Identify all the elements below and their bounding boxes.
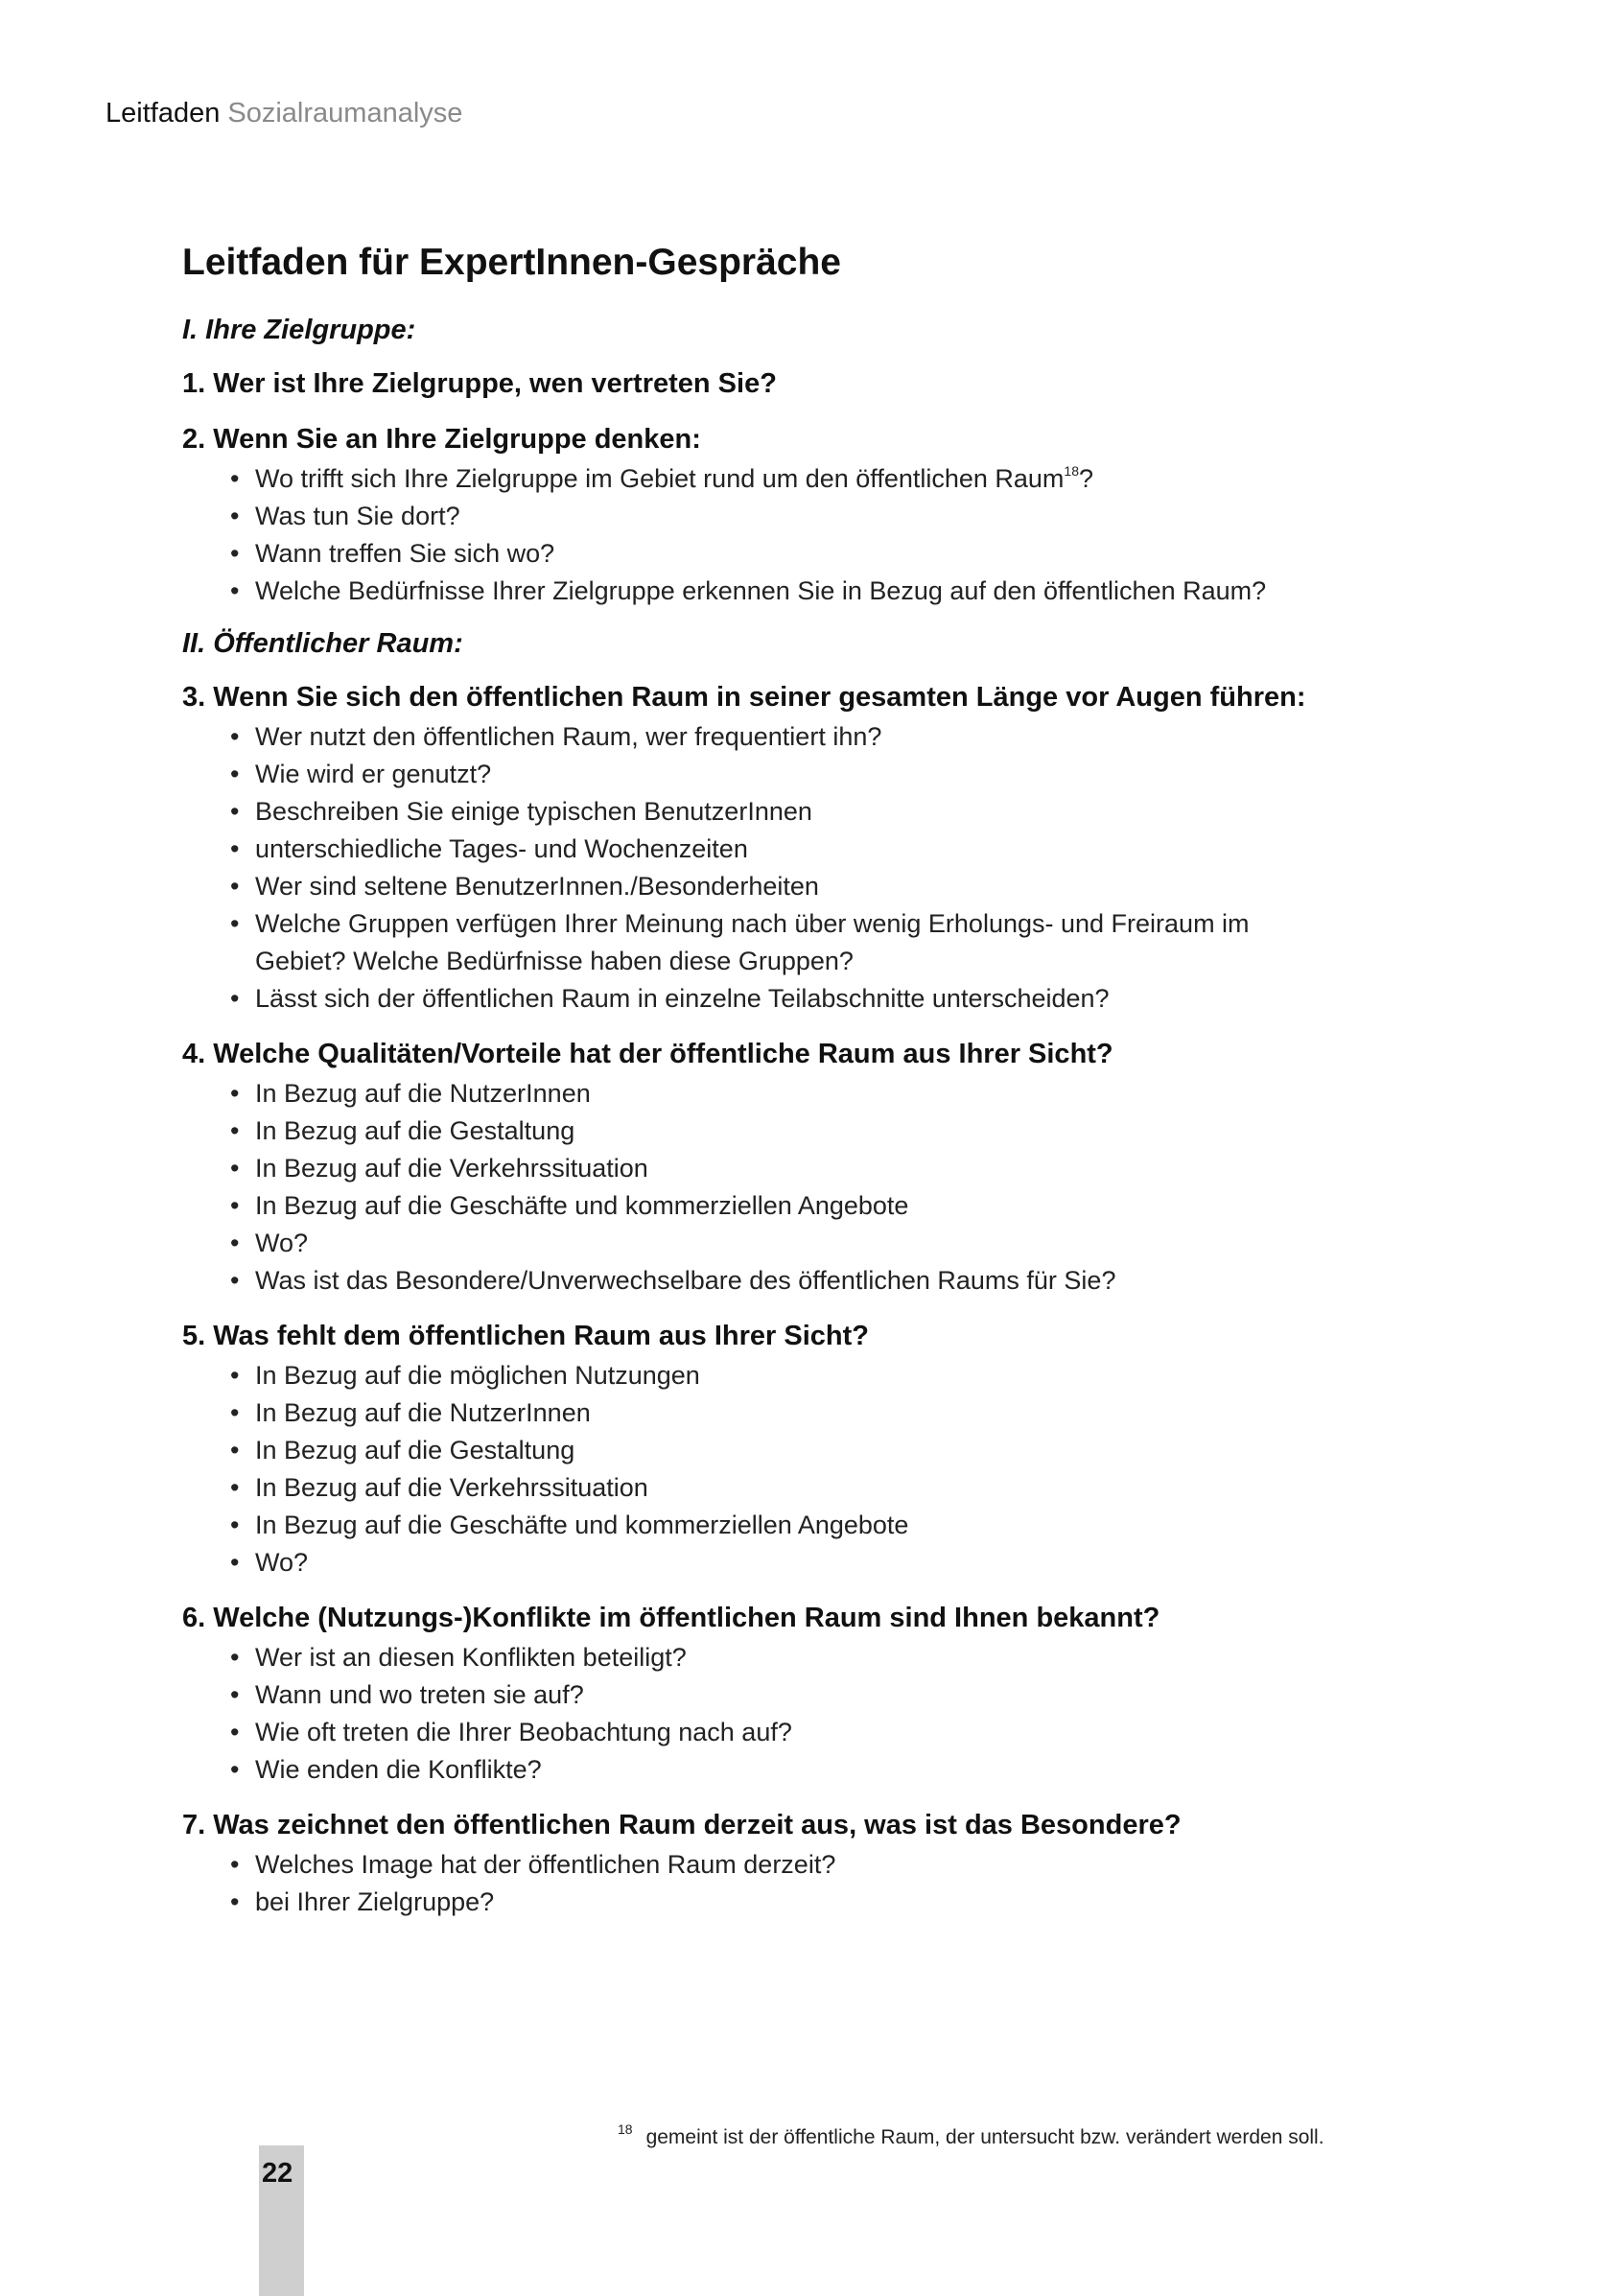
list-item: • In Bezug auf die NutzerInnen <box>255 1075 1429 1113</box>
question-7-text: 7. Was zeichnet den öffentlichen Raum derzeit aus, was ist das Besondere? <box>182 1810 1182 1840</box>
question-4-text: 4. Welche Qualitäten/Vorteile hat der öffentliche Raum aus Ihrer Sicht? <box>182 1039 1113 1069</box>
list-item: • Wie enden die Konflikte? <box>255 1751 1429 1789</box>
list-item: • Welche Bedürfnisse Ihrer Zielgruppe erkennen Sie in Bezug auf den öffentlichen Raum? <box>255 573 1429 610</box>
list-item: • In Bezug auf die Geschäfte und kommerziellen Angebote <box>255 1187 1429 1225</box>
list-item: • Wo trifft sich Ihre Zielgruppe im Gebiet rund um den öffentlichen Raum$^{18}$? <box>255 460 1429 498</box>
footnote-mark: 18 <box>618 2121 633 2137</box>
footnote-ref: 18 <box>1064 463 1079 479</box>
list-item: • Was tun Sie dort? <box>255 498 1429 535</box>
question-2-list <box>182 460 1429 610</box>
section-heading-2: II. Öffentlicher Raum: <box>182 628 463 659</box>
question-5 <box>182 1318 1429 1581</box>
question-4 <box>182 1036 1429 1300</box>
question-6-text: 6. Welche (Nutzungs-)Konflikte im öffentlichen Raum sind Ihnen bekannt? <box>182 1603 1160 1633</box>
question-1-text: 1. Wer ist Ihre Zielgruppe, wen vertreten Sie? <box>182 368 777 399</box>
list-item: • Wer ist an diesen Konflikten beteiligt? <box>255 1639 1429 1676</box>
running-header <box>105 98 462 129</box>
question-2-text: 2. Wenn Sie an Ihre Zielgruppe denken: <box>182 424 701 455</box>
question-3 <box>182 679 1429 1018</box>
list-item: • Wo? <box>255 1544 1429 1581</box>
question-3-list <box>182 718 1429 1018</box>
list-item: • Welche Gruppen verfügen Ihrer Meinung nach über wenig Erholungs- und Freiraum im Gebiet? Welche Bedürfnisse haben diese Gruppen? <box>255 905 1262 980</box>
list-item: • In Bezug auf die Verkehrssituation <box>255 1150 1429 1187</box>
question-2 <box>182 421 1429 610</box>
footnote <box>618 2121 1324 2149</box>
page-title: Leitfaden für ExpertInnen-Gespräche <box>182 242 841 283</box>
list-item: • Wann und wo treten sie auf? <box>255 1676 1429 1714</box>
question-1 <box>182 365 1429 403</box>
list-item: • Wann treffen Sie sich wo? <box>255 535 1429 573</box>
list-item: • Wer sind seltene BenutzerInnen./Besonderheiten <box>255 868 1429 905</box>
list-item: • In Bezug auf die Gestaltung <box>255 1432 1429 1469</box>
main-content <box>182 242 1429 1939</box>
question-4-list <box>182 1075 1429 1300</box>
list-item: • In Bezug auf die Geschäfte und kommerziellen Angebote <box>255 1507 1429 1544</box>
list-item: • In Bezug auf die NutzerInnen <box>255 1394 1429 1432</box>
list-item: • Was ist das Besondere/Unverwechselbare des öffentlichen Raums für Sie? <box>255 1262 1429 1300</box>
list-item: • Beschreiben Sie einige typischen BenutzerInnen <box>255 793 1429 831</box>
question-7 <box>182 1807 1429 1921</box>
list-item: • bei Ihrer Zielgruppe? <box>255 1884 1429 1921</box>
header-subtitle: Sozialraumanalyse <box>227 98 463 129</box>
list-item: • In Bezug auf die Gestaltung <box>255 1113 1429 1150</box>
header-title: Leitfaden <box>105 98 221 129</box>
section-heading-1: I. Ihre Zielgruppe: <box>182 315 416 345</box>
question-6 <box>182 1600 1429 1789</box>
list-item: • Wo? <box>255 1225 1429 1262</box>
question-5-list <box>182 1357 1429 1581</box>
list-item: • Wer nutzt den öffentlichen Raum, wer frequentiert ihn? <box>255 718 1429 756</box>
question-7-list <box>182 1846 1429 1921</box>
page-number: 22 <box>262 2158 293 2189</box>
list-item: • Wie oft treten die Ihrer Beobachtung nach auf? <box>255 1714 1429 1751</box>
question-5-text: 5. Was fehlt dem öffentlichen Raum aus Ihrer Sicht? <box>182 1321 869 1351</box>
list-item: • unterschiedliche Tages- und Wochenzeiten <box>255 831 1429 868</box>
list-item: • In Bezug auf die Verkehrssituation <box>255 1469 1429 1507</box>
question-3-text: 3. Wenn Sie sich den öffentlichen Raum in seiner gesamten Länge vor Augen führen: <box>182 682 1306 713</box>
list-item: • In Bezug auf die möglichen Nutzungen <box>255 1357 1429 1394</box>
list-item: • Wie wird er genutzt? <box>255 756 1429 793</box>
list-item: • Lässt sich der öffentlichen Raum in einzelne Teilabschnitte unterscheiden? <box>255 980 1429 1018</box>
question-6-list <box>182 1639 1429 1789</box>
list-item: • Welches Image hat der öffentlichen Raum derzeit? <box>255 1846 1429 1884</box>
footnote-text: gemeint ist der öffentliche Raum, der untersucht bzw. verändert werden soll. <box>645 2126 1324 2148</box>
